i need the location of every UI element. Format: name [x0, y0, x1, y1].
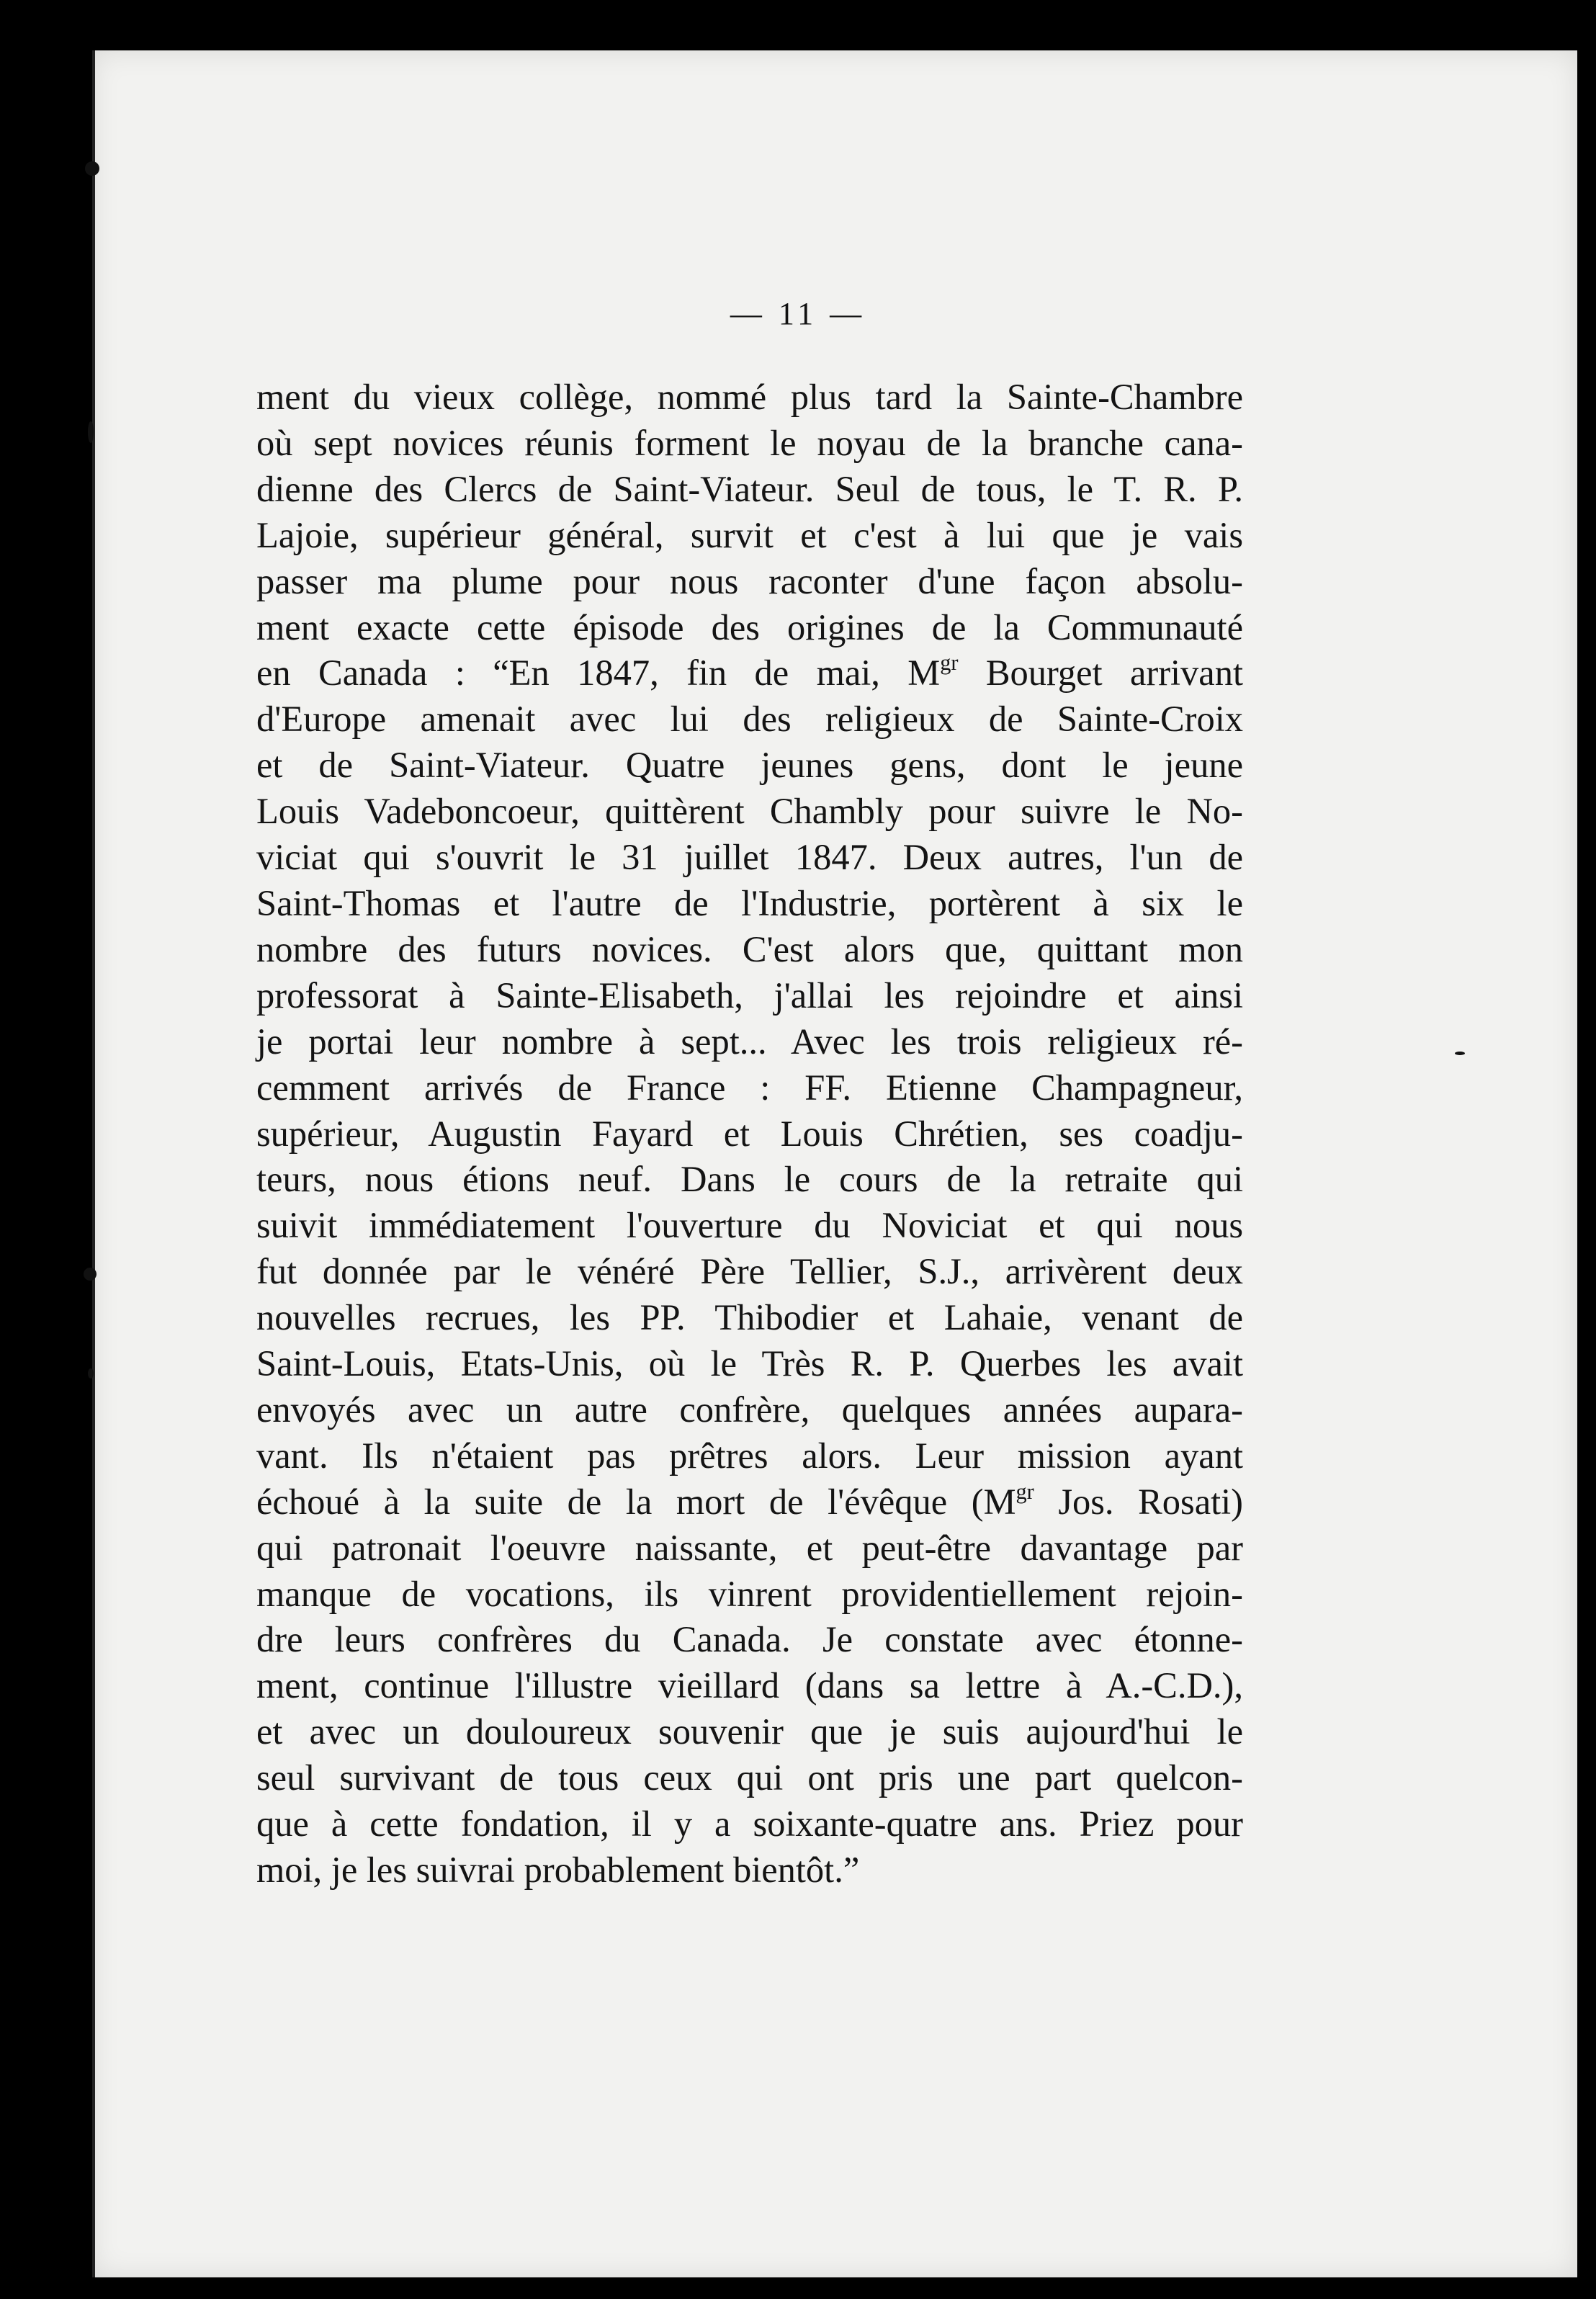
text-line: ment, continue l'illustre vieillard (dans sa lettre à A.-C.D.), [256, 1665, 1243, 1706]
text-line: moi, je les suivrai probablement bientôt.” [256, 1850, 860, 1890]
text-line: Louis Vadeboncoeur, quittèrent Chambly pour suivre le No- [256, 791, 1243, 832]
text-line: et de Saint-Viateur. Quatre jeunes gens, dont le jeune [256, 745, 1243, 786]
text-segment: Jos. Rosati) [1034, 1481, 1243, 1522]
text-line: teurs, nous étions neuf. Dans le cours de la retraite qui [256, 1159, 1243, 1200]
text-line: dienne des Clercs de Saint-Viateur. Seul de tous, le T. R. P. [256, 468, 1243, 509]
text-line: Lajoie, supérieur général, survit et c'est à lui que je vais [256, 514, 1243, 555]
text-line: qui patronait l'oeuvre naissante, et peut-être davantage par [256, 1527, 1243, 1568]
text-segment: en Canada : “En 1847, fin de mai, M [256, 653, 941, 694]
text-line: nouvelles recrues, les PP. Thibodier et Lahaie, venant de [256, 1297, 1243, 1338]
text-line: cemment arrivés de France : FF. Etienne Champagneur, [256, 1067, 1243, 1108]
body-text [256, 375, 1243, 1894]
text-line: viciat qui s'ouvrit le 31 juillet 1847. Deux autres, l'un de [256, 837, 1243, 878]
margin-speck [88, 1368, 94, 1379]
text-line: dre leurs confrères du Canada. Je constate avec étonne- [256, 1619, 1243, 1660]
page-number: — 11 — [730, 296, 866, 331]
text-line [256, 1479, 1243, 1525]
margin-speck [84, 1268, 97, 1281]
text-line: d'Europe amenait avec lui des religieux de Sainte-Croix [256, 699, 1243, 740]
margin-speck [1455, 1052, 1465, 1055]
text-line: fut donnée par le vénéré Père Tellier, S.J., arrivèrent deux [256, 1251, 1243, 1292]
text-line: envoyés avec un autre confrère, quelques années aupara- [256, 1389, 1243, 1430]
text-line: suivit immédiatement l'ouverture du Noviciat et qui nous [256, 1205, 1243, 1246]
text-line: nombre des futurs novices. C'est alors que, quittant mon [256, 928, 1243, 969]
text-line: ment exacte cette épisode des origines de la Communauté [256, 606, 1243, 647]
text-line: ment du vieux collège, nommé plus tard la Sainte-Chambre [256, 377, 1243, 417]
text-line: que à cette fondation, il y a soixante-quatre ans. Priez pour [256, 1803, 1243, 1845]
binding-edge [92, 50, 95, 2277]
text-line: Saint-Thomas et l'autre de l'Industrie, portèrent à six le [256, 882, 1243, 923]
text-segment: Bourget arrivant [958, 653, 1243, 694]
text-line: manque de vocations, ils vinrent providentiellement rejoin- [256, 1573, 1243, 1614]
superscript: gr [1016, 1479, 1034, 1504]
text-line: Saint-Louis, Etats-Unis, où le Très R. P. Querbes les avait [256, 1343, 1243, 1384]
superscript: gr [940, 650, 959, 676]
text-line [256, 650, 1243, 696]
text-line: vant. Ils n'étaient pas prêtres alors. Leur mission ayant [256, 1435, 1243, 1476]
text-segment: échoué à la suite de la mort de l'évêque (M [256, 1481, 1016, 1522]
margin-speck [88, 421, 94, 443]
text-line: et avec un douloureux souvenir que je suis aujourd'hui le [256, 1711, 1243, 1752]
text-line: où sept novices réunis forment le noyau de la branche cana- [256, 422, 1243, 463]
text-line: je portai leur nombre à sept... Avec les trois religieux ré- [256, 1021, 1243, 1062]
text-line: passer ma plume pour nous raconter d'une façon absolu- [256, 560, 1243, 601]
text-line: seul survivant de tous ceux qui ont pris une part quelcon- [256, 1757, 1243, 1798]
text-line: professorat à Sainte-Elisabeth, j'allai les rejoindre et ainsi [256, 974, 1243, 1016]
text-line: supérieur, Augustin Fayard et Louis Chrétien, ses coadju- [256, 1113, 1243, 1154]
margin-speck [85, 161, 99, 176]
